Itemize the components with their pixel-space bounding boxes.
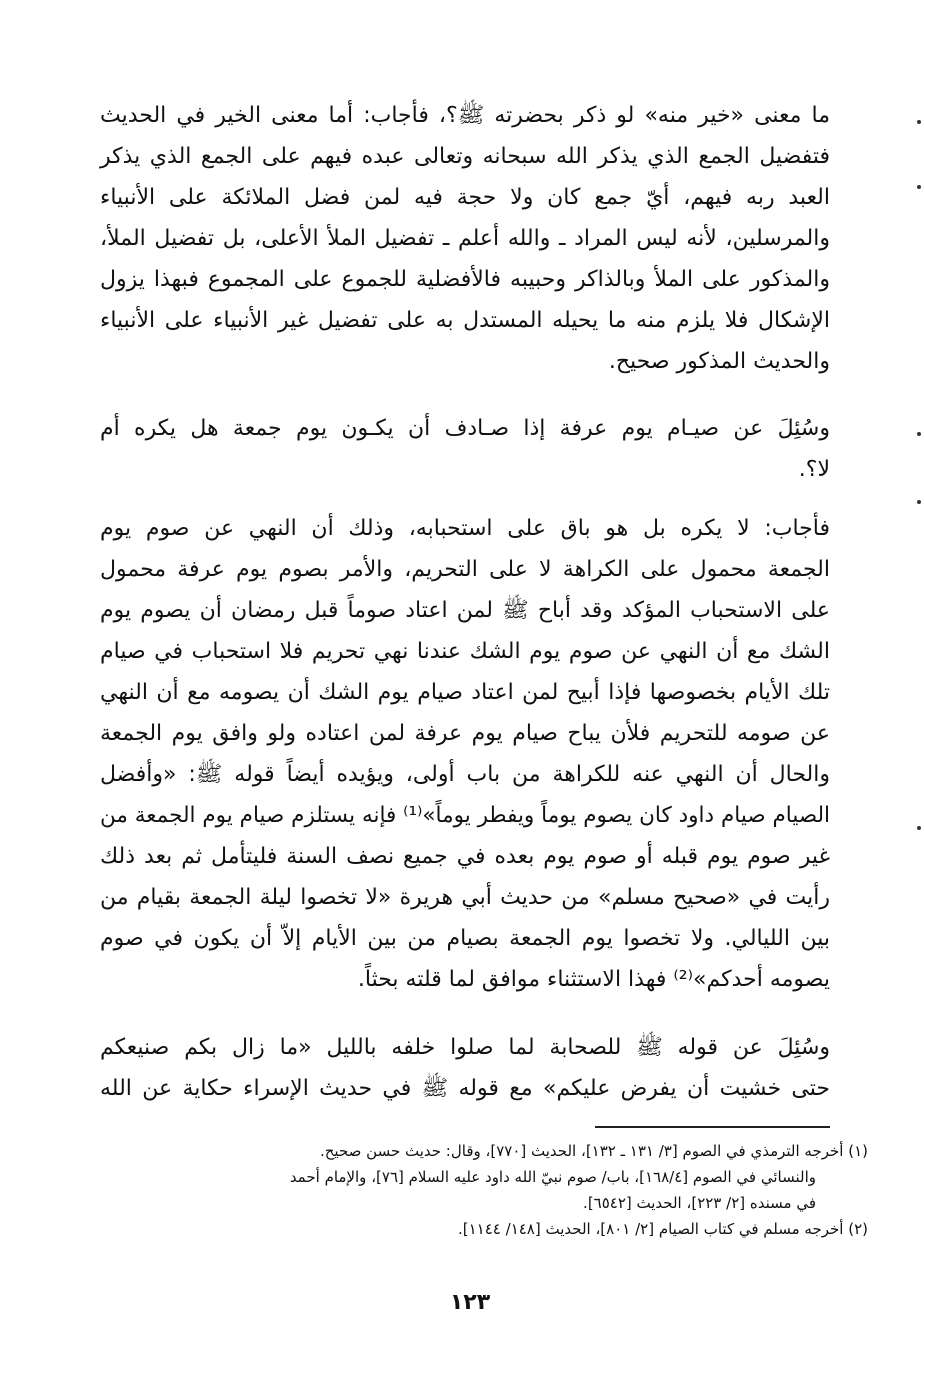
text-line: والحال أن النهي عنه للكراهة من باب أولى، ويؤيده أيضاً قوله ﷺ: «وأفضل [100, 762, 830, 787]
margin-dot [917, 826, 921, 830]
text-line: فأجاب: لا يكره بل هو باق على استحبابه، وذلك أن النهي عن صوم يوم [100, 516, 830, 541]
margin-dot [917, 120, 921, 124]
text-line: والمذكور على الملأ وبالذاكر وحبيبه فالأفضلية للجموع على المجموع فبهذا يزول [100, 267, 830, 292]
footnote-line: (١) أخرجه الترمذي في الصوم [٣/ ١٣١ ـ ١٣٢]، الحديث [٧٧٠]، وقال: حديث حسن صحيح. [319, 1142, 868, 1160]
text-line: الجمعة محمول على الكراهة لا على التحريم، والأمر بصوم يوم عرفة محمول [100, 557, 830, 582]
text-line: الإشكال فلا يلزم منه ما يحيله المستدل به على تفضيل غير الأنبياء على الأنبياء [100, 308, 830, 333]
page-number: ١٢٣ [449, 1290, 491, 1315]
text-line: العبد ربه فيهم، أيّ جمع كان ولا حجة فيه لمن فضل الملائكة على الأنبياء [100, 185, 830, 210]
text-line: لا؟. [798, 457, 830, 482]
text-line: فتفضيل الجمع الذي يذكر الله سبحانه وتعالى عبده فيهم على الجمع الذي يذكر [100, 144, 830, 169]
margin-dot [917, 432, 921, 436]
footnote-line: في مسنده [٢/ ٢٢٣]، الحديث [٦٥٤٢]. [583, 1194, 816, 1212]
footnote-line: والنسائي في الصوم [١٦٨/٤]، باب/ صوم نبيّ الله داود عليه السلام [٧٦]، والإمام أحمد [289, 1168, 816, 1186]
footnote-line: (٢) أخرجه مسلم في كتاب الصيام [٢/ ٨٠١]، الحديث [١٤٨/ ١١٤٤]. [458, 1220, 868, 1238]
paragraph-2 [100, 408, 830, 490]
text-line: عن صومه للتحريم فلأن يباح صيام يوم عرفة لمن اعتاده ولو وافق يوم الجمعة [100, 721, 830, 746]
text-line: ما معنى «خير منه» لو ذكر بحضرته ﷺ؟، فأجاب: أما معنى الخير في الحديث [100, 103, 830, 128]
paragraph-3 [100, 508, 830, 1000]
text-line: الشك مع أن النهي عن صوم يوم الشك عندنا نهي تحريم فلا استحباب في صيام [100, 639, 830, 664]
paragraph-1 [100, 95, 830, 382]
text-line: بين الليالي. ولا تخصوا يوم الجمعة بصيام من بين الأيام إلاّ أن يكون في صوم [100, 926, 830, 951]
text-line: غير صوم يوم قبله أو صوم يوم بعده في جميع نصف السنة فليتأمل ثم بعد ذلك [100, 844, 830, 869]
footnote-divider [595, 1126, 830, 1128]
text-line: والمرسلين، لأنه ليس المراد ـ والله أعلم ـ تفضيل الملأ الأعلى، بل تفضيل الملأ، [100, 226, 830, 251]
margin-dot [917, 500, 921, 504]
text-line: وسُئِلَ عن قوله ﷺ للصحابة لما صلوا خلفه بالليل «ما زال بكم صنيعكم [100, 1035, 830, 1060]
margin-dot [917, 185, 921, 189]
text-line: رأيت في «صحيح مسلم» من حديث أبي هريرة «لا تخصوا ليلة الجمعة بقيام من [100, 885, 830, 910]
text-line: تلك الأيام بخصوصها فإذا أبيح لمن اعتاد صيام يوم الشك أن يصومه مع أن النهي [100, 680, 830, 705]
text-line: والحديث المذكور صحيح. [608, 349, 830, 374]
text-line: حتى خشيت أن يفرض عليكم» مع قوله ﷺ في حديث الإسراء حكاية عن الله [100, 1076, 830, 1101]
footnotes [100, 1138, 868, 1242]
text-line: وسُئِلَ عن صيـام يوم عرفة إذا صـادف أن يكـون يوم جمعة هل يكره أم [100, 416, 830, 441]
paragraph-4 [100, 1027, 830, 1109]
text-line: يصومه أحدكم»⁽²⁾ فهذا الاستثناء موافق لما قلته بحثاً. [357, 967, 830, 992]
text-line: الصيام صيام داود كان يصوم يوماً ويفطر يوماً»⁽¹⁾ فإنه يستلزم صيام يوم الجمعة من [100, 803, 830, 828]
text-line: على الاستحباب المؤكد وقد أباح ﷺ لمن اعتاد صوماً قبل رمضان أن يصوم يوم [100, 598, 830, 623]
